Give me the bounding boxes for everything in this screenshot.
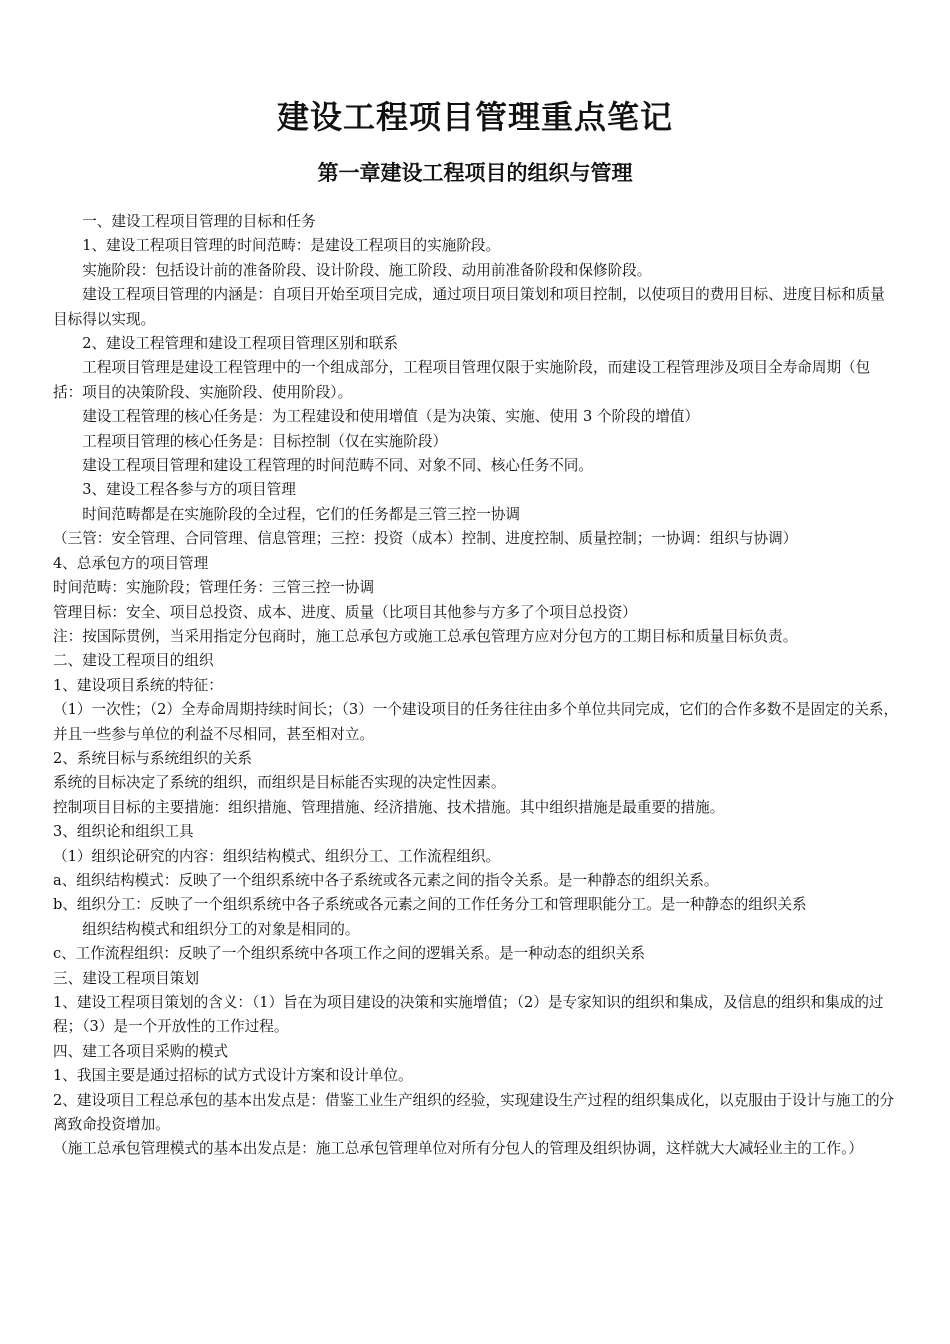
document-title: 建设工程项目管理重点笔记	[276, 98, 673, 137]
paragraph: 时间范畴：实施阶段；管理任务：三管三控一协调	[53, 579, 375, 597]
paragraph: 建设工程管理的核心任务是：为工程建设和使用增值（是为决策、实施、使用 3 个阶段的增值）	[82, 408, 700, 426]
note-paragraph: 注：按国际贯例，当采用指定分包商时，施工总承包方或施工总承包管理方应对分包方的工期目标和质量目标负责。	[53, 627, 798, 645]
section-heading: 四、建工各项目采购的模式	[53, 1042, 229, 1060]
chapter-subtitle: 第一章建设工程项目的组织与管理	[317, 160, 633, 186]
paragraph: 工程项目管理是建设工程管理中的一个组成部分，工程项目管理仅限于实施阶段，而建设工程管理涉及项目全寿命周期（包括：项目的决策阶段、实施阶段、使用阶段）。	[53, 359, 871, 401]
paragraph: 1、建设工程项目策划的含义：（1）旨在为项目建设的决策和实施增值；（2）是专家知识的组织和集成，及信息的组织和集成的过程；（3）是一个开放性的工作过程。	[53, 994, 884, 1036]
paragraph: a、组织结构模式：反映了一个组织系统中各子系统或各元素之间的指令关系。是一种静态的组织关系。	[53, 871, 719, 889]
paragraph: 建设工程项目管理和建设工程管理的时间范畴不同、对象不同、核心任务不同。	[82, 457, 593, 475]
subsection-heading: 4、总承包方的项目管理	[53, 554, 209, 572]
paragraph: 1、我国主要是通过招标的试方式设计方案和设计单位。	[53, 1067, 413, 1085]
paragraph: （施工总承包管理模式的基本出发点是：施工总承包管理单位对所有分包人的管理及组织协调，这样就大大减轻业主的工作。）	[53, 1140, 863, 1158]
paragraph: （1）组织论研究的内容：组织结构模式、组织分工、工作流程组织。	[53, 847, 501, 865]
subsection-heading: 3、组织论和组织工具	[53, 823, 194, 841]
subsection-heading: 2、建设工程管理和建设工程项目管理区别和联系	[82, 335, 398, 353]
paragraph: 系统的目标决定了系统的组织，而组织是目标能否实现的决定性因素。	[53, 774, 506, 792]
paragraph: 控制项目目标的主要措施：组织措施、管理措施、经济措施、技术措施。其中组织措施是最重要的措施。	[53, 798, 725, 816]
subsection-heading: 2、系统目标与系统组织的关系	[53, 749, 253, 767]
paragraph: 时间范畴都是在实施阶段的全过程，它们的任务都是三管三控一协调	[82, 505, 521, 523]
document-body	[53, 210, 899, 1162]
paragraph: 1、建设工程项目管理的时间范畴：是建设工程项目的实施阶段。	[82, 237, 501, 255]
paragraph: c、工作流程组织：反映了一个组织系统中各项工作之间的逻辑关系。是一种动态的组织关系	[53, 945, 645, 963]
paragraph: （1）一次性；（2）全寿命周期持续时间长；（3）一个建设项目的任务往往由多个单位共同完成，它们的合作多数不是固定的关系，并且一些参与单位的利益不尽相同，甚至相对立。	[53, 701, 899, 743]
paragraph: 2、建设项目工程总承包的基本出发点是：借鉴工业生产组织的经验，实现建设生产过程的组织集成化，以克服由于设计与施工的分离致命投资增加。	[53, 1091, 895, 1134]
subsection-heading: 3、建设工程各参与方的项目管理	[82, 481, 296, 499]
paragraph: 组织结构模式和组织分工的对象是相同的。	[82, 920, 360, 938]
paragraph: （三管：安全管理、合同管理、信息管理；三控：投资（成本）控制、进度控制、质量控制；一协调：组织与协调）	[53, 530, 798, 548]
section-heading: 一、建设工程项目管理的目标和任务	[82, 213, 316, 230]
paragraph: 管理目标：安全、项目总投资、成本、进度、质量（比项目其他参与方多了个项目总投资）	[53, 603, 637, 621]
paragraph: 建设工程项目管理的内涵是：自项目开始至项目完成，通过项目项目策划和项目控制，以使项目的费用目标、进度目标和质量目标得以实现。	[53, 286, 885, 328]
paragraph: b、组织分工：反映了一个组织系统中各子系统或各元素之间的工作任务分工和管理职能分工。是一种静态的组织关系	[53, 896, 807, 914]
subsection-heading: 1、建设项目系统的特征：	[53, 676, 223, 694]
paragraph: 工程项目管理的核心任务是：目标控制（仅在实施阶段）	[82, 432, 448, 450]
section-heading: 三、建设工程项目策划	[53, 969, 199, 987]
paragraph: 实施阶段：包括设计前的准备阶段、设计阶段、施工阶段、动用前准备阶段和保修阶段。	[82, 261, 652, 279]
section-heading: 二、建设工程项目的组织	[53, 652, 214, 670]
